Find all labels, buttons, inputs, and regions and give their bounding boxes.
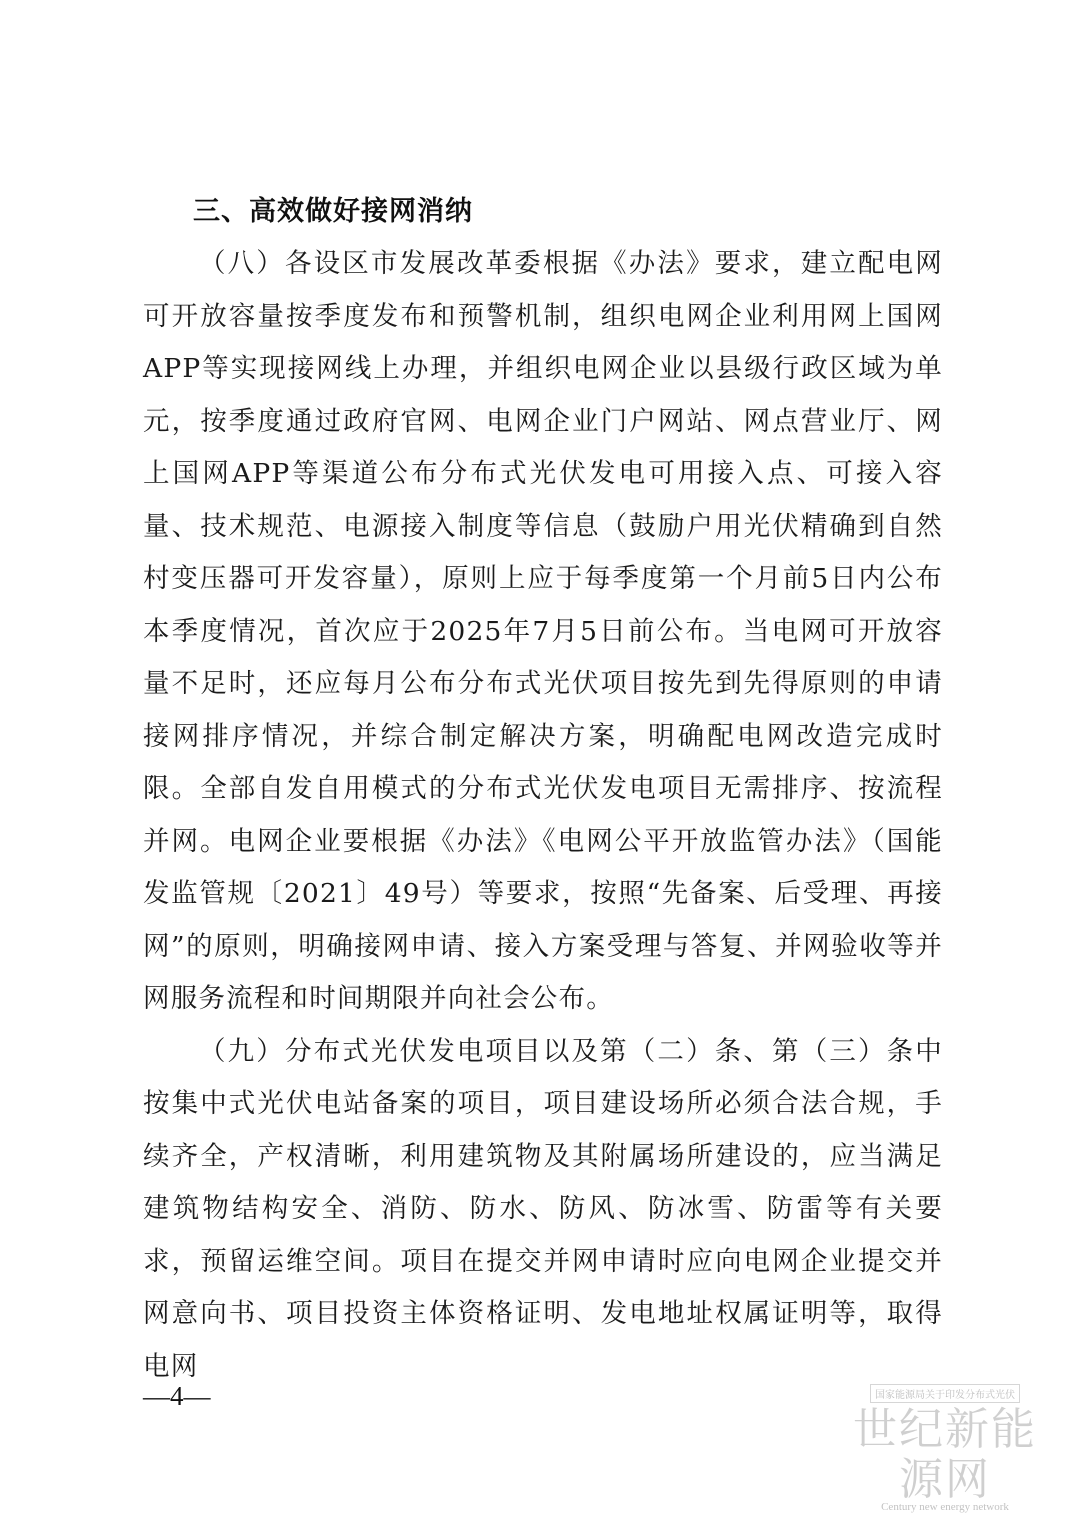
paragraph-8: （八）各设区市发展改革委根据《办法》要求，建立配电网可开放容量按季度发布和预警机制，组织电网企业利用网上国网APP等实现接网线上办理，并组织电网企业以县级行政区域为单元，按季度通过政府官网、电网企业门户网站、网点营业厅、网上国网APP等渠道公布分布式光伏发电可用接入点、可接入容量、技术规范、电源接入制度等信息（鼓励户用光伏精确到自然村变压器可开发容量），原则上应于每季度第一个月前5日内公布本季度情况，首次应于2025年7月5日前公布。当电网可开放容量不足时，还应每月公布分布式光伏项目按先到先得原则的申请接网排序情况，并综合制定解决方案，明确配电网改造完成时限。全部自发自用模式的分布式光伏发电项目无需排序、按流程并网。电网企业要根据《办法》《电网公平开放监管办法》（国能发监管规〔2021〕49号）等要求，按照“先备案、后受理、再接网”的原则，明确接网申请、接入方案受理与答复、并网验收等并网服务流程和时间期限并向社会公布。: [143, 248, 943, 1014]
watermark-caption: 国家能源局关于印发分布式光伏: [870, 1384, 1020, 1403]
watermark-subtitle: Century new energy network: [881, 1501, 1009, 1513]
page-number: —4—: [143, 1381, 211, 1411]
document-body: [143, 186, 943, 1393]
watermark-title: 世纪新能源网: [853, 1404, 1037, 1505]
watermark-logo: [840, 1383, 1050, 1513]
paragraph-9: （九）分布式光伏发电项目以及第（二）条、第（三）条中按集中式光伏电站备案的项目，项目建设场所必须合法合规，手续齐全，产权清晰，利用建筑物及其附属场所建设的，应当满足建筑物结构安全、消防、防水、防风、防冰雪、防雷等有关要求，预留运维空间。项目在提交并网申请时应向电网企业提交并网意向书、项目投资主体资格证明、发电地址权属证明等，取得电网: [143, 1035, 943, 1382]
section-heading: 三、高效做好接网消纳: [193, 196, 473, 227]
